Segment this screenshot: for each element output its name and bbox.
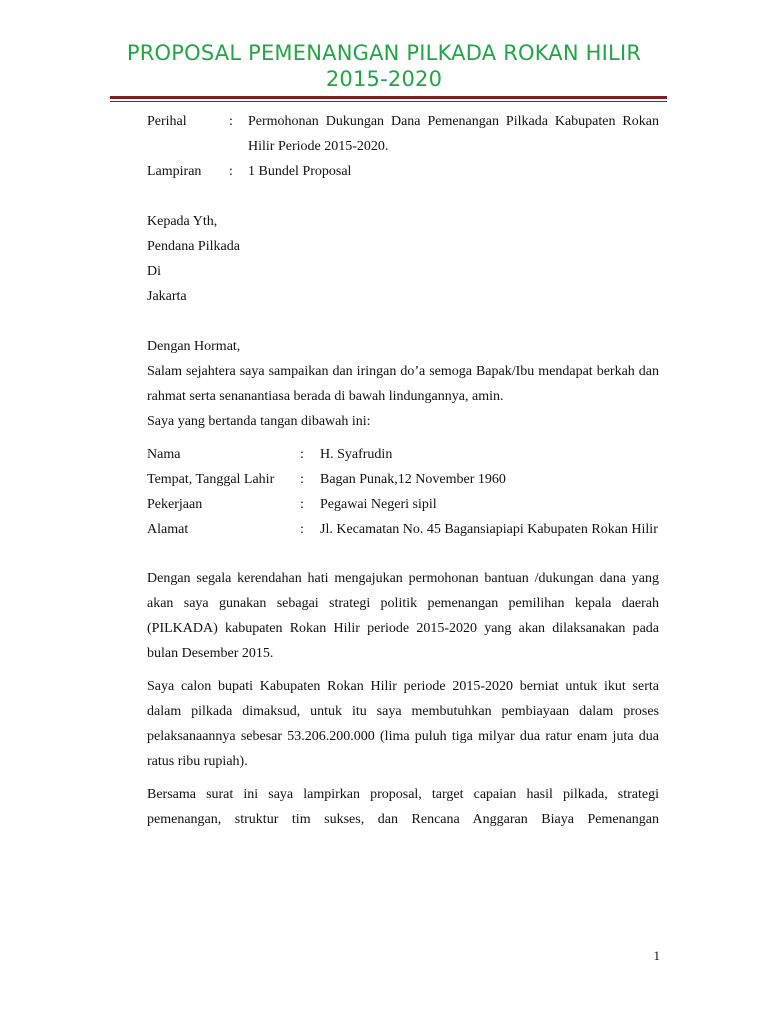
header-title-line-2: 2015-2020 [325, 67, 443, 91]
bio-value: Pegawai Negeri sipil [320, 497, 437, 512]
letter-body [147, 108, 659, 832]
perihal-value: Permohonan Dukungan Dana Pemenangan Pilkada Kabupaten Rokan Hilir Periode 2015-2020. [248, 114, 659, 154]
salutation: Dengan Hormat, [147, 339, 241, 354]
bio-value: Bagan Punak,12 November 1960 [320, 472, 506, 487]
bio-row-nama [147, 442, 659, 467]
recipient-line-2: Pendana Pilkada [147, 239, 240, 254]
header-title-line-1: PROPOSAL PEMENANGAN PILKADA ROKAN HILIR [126, 41, 642, 65]
bio-value: Jl. Kecamatan No. 45 Bagansiapiapi Kabupaten Rokan Hilir [320, 522, 658, 537]
bio-label: Pekerjaan [147, 497, 203, 512]
recipient-line-3: Di [147, 264, 161, 279]
recipient-block [147, 209, 659, 309]
greeting-paragraph: Salam sejahtera saya sampaikan dan iringan do’a semoga Bapak/Ibu mendapat berkah dan rahmat serta senanantiasa berada di bawah lindungannya, amin. [147, 364, 659, 404]
header-rule-thin [110, 101, 667, 102]
bio-row-pekerjaan [147, 492, 659, 517]
bio-label: Alamat [147, 522, 189, 537]
bio-table [147, 442, 659, 542]
lampiran-colon: : [229, 164, 233, 179]
document-header [0, 40, 768, 92]
bio-colon: : [300, 522, 304, 537]
lampiran-row [147, 159, 659, 184]
perihal-label: Perihal [147, 114, 187, 129]
body-paragraph-2: Saya calon bupati Kabupaten Rokan Hilir periode 2015-2020 berniat untuk ikut serta dalam pilkada dimaksud, untuk itu saya membutuhkan pembiayaan dalam proses pelaksanaannya sebesar 53.206.200.000 (lima puluh tiga milyar dua ratur enam juta dua ratus ribu rupiah). [147, 679, 659, 769]
recipient-line-1: Kepada Yth, [147, 214, 218, 229]
bio-row-alamat [147, 517, 659, 542]
bio-colon: : [300, 472, 304, 487]
bio-value: H. Syafrudin [320, 447, 393, 462]
bio-colon: : [300, 497, 304, 512]
lampiran-value: 1 Bundel Proposal [248, 164, 352, 179]
header-rule-thick [110, 96, 667, 99]
perihal-row-wrapper [147, 109, 659, 154]
intro-line: Saya yang bertanda tangan dibawah ini: [147, 414, 371, 429]
bio-colon: : [300, 447, 304, 462]
perihal-row [147, 109, 659, 159]
bio-row-ttl [147, 467, 659, 492]
lampiran-label: Lampiran [147, 164, 202, 179]
bio-label: Nama [147, 447, 181, 462]
body-paragraph-3: Bersama surat ini saya lampirkan proposal, target capaian hasil pilkada, strategi pemenangan, struktur tim sukses, dan Rencana Anggaran Biaya Pemenangan [147, 787, 659, 827]
bio-label: Tempat, Tanggal Lahir [147, 472, 275, 487]
page-number: 1 [653, 948, 660, 963]
body-paragraph-1: Dengan segala kerendahan hati mengajukan permohonan bantuan /dukungan dana yang akan saya gunakan sebagai strategi politik pemenangan pemilihan kepala daerah (PILKADA) kabupaten Rokan Hilir periode 2015-2020 yang akan dilaksanakan pada bulan Desember 2015. [147, 571, 659, 661]
recipient-line-4: Jakarta [147, 289, 187, 304]
perihal-colon: : [229, 114, 233, 129]
